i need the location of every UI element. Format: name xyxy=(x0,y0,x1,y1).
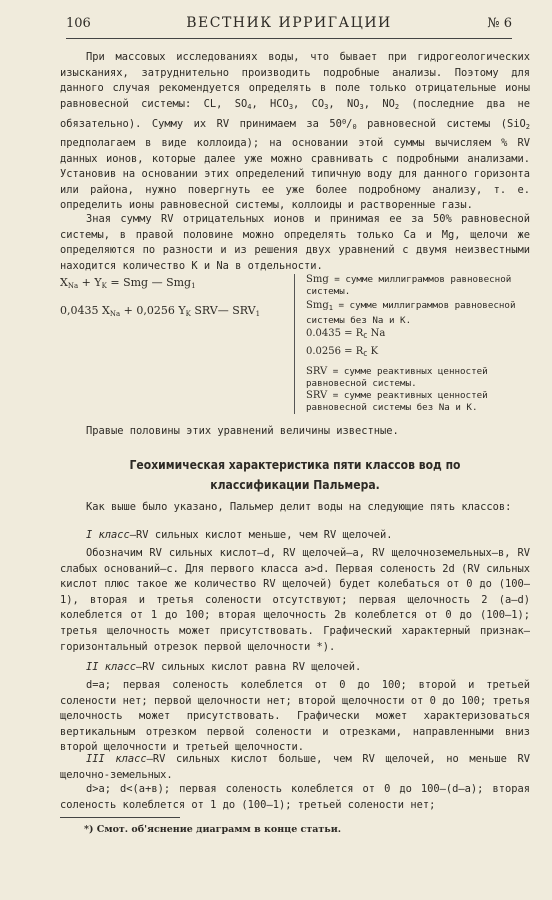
definition-srv1: SRV = сумме реактивных ценностей равновесной системы без Na и K. xyxy=(306,390,488,413)
section-heading: Геохимическая характеристика пяти классов вод по классификации Пальмера. xyxy=(129,457,461,492)
paragraph-sum-rv: Зная сумму RV отрицательных ионов и принимая ее за 50% равновесной системы, в правой половине можно определять только Ca и Mg, щелочи же определяются по разности и из решения двух уравнений с двумя неизвестными находится количество K и Na в отдельности. xyxy=(60,213,530,272)
paragraph-classes-intro: Как выше было указано, Пальмер делит воды на следующие пять классов: xyxy=(86,501,512,513)
definition-smg: Smg = сумме миллиграммов равновесной системы. xyxy=(306,274,512,297)
paragraph-class-2-details: d=a; первая соленость колеблется от 0 до 100; второй и третьей солености нет; первой щелочности нет; второй щелочности от 0 до 100; третья щелочность может присутствовать. Графически может характеризоваться вертикальным отрезком первой солености и отрезками, направленными вниз второй щелочности и третьей щелочности. xyxy=(60,679,530,754)
equation-1: $X_{Na} + Y_K$ = Smg — Smg$_1$ xyxy=(60,276,196,290)
footnote: *) Смот. об'яснение диаграмм в конце статьи. xyxy=(84,824,342,835)
class-2-statement: II класс—RV сильных кислот равна RV щелочей. xyxy=(86,661,362,673)
definition-rc-k: $0.0256 = R_C$ K xyxy=(306,346,379,358)
equation-2: 0,0435 $X_{Na} + 0,0256$ $Y_K$ SRV— $SRV_1$ xyxy=(60,304,261,318)
definition-smg1: Smg$_1$ = сумме миллиграммов равновесной системы без Na и K. xyxy=(306,300,516,326)
journal-title: ВЕСТНИК ИРРИГАЦИИ xyxy=(186,15,392,31)
equation-divider xyxy=(294,274,295,414)
definition-srv: SRV = сумме реактивных ценностей равновесной системы. xyxy=(306,366,488,389)
issue-number: № 6 xyxy=(487,16,512,31)
paragraph-class-3-details: d>a; d<(a+в); первая соленость колеблется от 0 до 100—(d—a); вторая соленость колеблется от 1 до (100—1); третьей солености нет; xyxy=(60,783,530,811)
definition-rc-na: $0.0435 = R_C$ Na xyxy=(306,328,386,340)
equations-block xyxy=(60,274,530,416)
class-3-statement: III класс—RV сильных кислот больше, чем RV щелочей, но меньше RV щелочно-земельных. xyxy=(60,753,530,781)
page-number: 106 xyxy=(66,16,91,31)
paragraph-right-halves: Правые половины этих уравнений величины известные. xyxy=(86,425,399,437)
paragraph-intro: При массовых исследованиях воды, что бывает при гидрогеологических изысканиях, затруднительно производить подробные анализы. Поэтому для данного случая рекомендуется определять в поле только отрицательные ионы равновесной системы: CL, $SO_4$, $HCO_3$, $CO_3$, $NO_3$, $NO_2$ (последние два не обязательно). Сумму их RV принимаем за $50^0/_0$ равновесной системы (SiO$_2$ предполагаем в виде коллоида); на основании этой суммы вычисляем % RV данных ионов, которые далее уже можно сравнивать с подробными анализами. Установив на основании этих определений типичную воду для данного горизонта или района, нужно повергнуть ее уже более подробному анализу, т. е. определить ионы равновесной системы, коллоиды и растворенные газы. xyxy=(60,51,530,212)
footnote-rule xyxy=(60,817,180,818)
class-1-statement: I класс—RV сильных кислот меньше, чем RV щелочей. xyxy=(86,529,393,541)
page-header xyxy=(66,14,512,39)
paragraph-class-1-details: Обозначим RV сильных кислот—d, RV щелочей—a, RV щелочноземельных—в, RV слабых оснований—c. Для первого класса a>d. Первая соленость 2d (RV сильных кислот плюс такое же количество RV щелочей) будет колебаться от 0 до (100—1), вторая и третья солености отсутствуют; первая щелочность 2 (a—d) колеблется от 1 до 100; вторая щелочность 2в колеблется от 0 до (100—1); третья щелочность может присутствовать. Графический характерный признак—горизонтальный отрезок первой щелочности *). xyxy=(60,547,530,653)
